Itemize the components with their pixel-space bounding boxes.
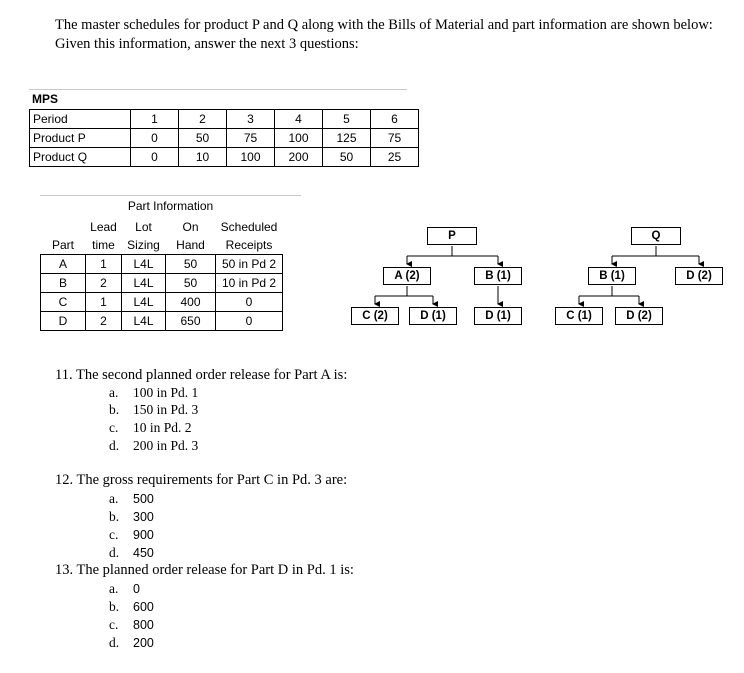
question-13 [55, 561, 354, 579]
part-info-header: Hand [176, 238, 205, 252]
bom-node-q-d: D (2) [675, 267, 723, 285]
part-info-header: Receipts [225, 238, 273, 252]
part-info-cell: L4L [122, 312, 166, 331]
part-info-cell: 1 [86, 293, 122, 312]
question-12-option-b: b. 300 [109, 509, 154, 524]
question-11-option-a: a. 100 in Pd. 1 [109, 385, 199, 400]
mps-table [29, 109, 419, 167]
part-info-row-a [41, 255, 283, 274]
part-info-cell: 0 [216, 312, 283, 331]
mps-cell: 2 [179, 110, 227, 129]
question-11-option-b: b. 150 in Pd. 3 [109, 402, 199, 417]
part-info-header: Part [51, 238, 74, 252]
part-info-cell: 1 [86, 255, 122, 274]
mps-row-header: Product Q [30, 148, 131, 167]
part-info-cell: C [41, 293, 86, 312]
question-12-option-a: a. 500 [109, 491, 154, 506]
part-info-cell: L4L [122, 293, 166, 312]
mps-cell: 50 [179, 129, 227, 148]
question-13-option-b: b. 600 [109, 599, 154, 614]
part-info-row-c [41, 293, 283, 312]
mps-cell: 6 [371, 110, 419, 129]
part-info-table [40, 218, 283, 331]
question-number: 12. [55, 472, 74, 488]
mps-row-header: Product P [30, 129, 131, 148]
mps-cell: 100 [275, 129, 323, 148]
part-info-row-b [41, 274, 283, 293]
part-info-cell: L4L [122, 255, 166, 274]
part-info-cell: 0 [216, 293, 283, 312]
part-info-cell: 10 in Pd 2 [216, 274, 283, 293]
part-info-row-d [41, 312, 283, 331]
mps-cell: 0 [131, 148, 179, 167]
mps-row-header: Period [30, 110, 131, 129]
part-info-cell: B [41, 274, 86, 293]
part-info-cell: 50 [166, 274, 216, 293]
question-11 [55, 366, 347, 384]
part-info-header: time [92, 238, 115, 252]
question-12 [55, 471, 347, 489]
bom-node-p-b-d: D (1) [474, 307, 522, 325]
mps-row-product-q [30, 148, 419, 167]
part-info-header: Sizing [127, 238, 160, 252]
bom-node-p-b: B (1) [474, 267, 522, 285]
intro-text: The master schedules for product P and Q along with the Bills of Material and part information are shown below: Given this information, answer the next 3 questions: [55, 17, 713, 52]
part-info-cell: 50 [166, 255, 216, 274]
question-13-option-a: a. 0 [109, 581, 140, 596]
mps-cell: 5 [323, 110, 371, 129]
mps-cell: 1 [131, 110, 179, 129]
mps-cell: 10 [179, 148, 227, 167]
part-info-header-row [41, 218, 283, 236]
question-13-option-d: d. 200 [109, 635, 154, 650]
question-text: The planned order release for Part D in Pd. 1 is: [76, 562, 354, 578]
part-info-header [41, 218, 86, 236]
mps-label: MPS [32, 92, 59, 106]
mps-cell: 0 [131, 129, 179, 148]
part-info-cell: A [41, 255, 86, 274]
part-info-cell: 50 in Pd 2 [216, 255, 283, 274]
bom-node-q-root: Q [631, 227, 681, 245]
mps-cell: 3 [227, 110, 275, 129]
question-12-option-d: d. 450 [109, 545, 154, 560]
question-11-option-d: d. 200 in Pd. 3 [109, 438, 199, 453]
part-info-header: Lead [90, 220, 117, 234]
mps-cell: 25 [371, 148, 419, 167]
mps-row-product-p [30, 129, 419, 148]
part-info-cell: L4L [122, 274, 166, 293]
mps-cell: 125 [323, 129, 371, 148]
bom-node-q-b-c: C (1) [555, 307, 603, 325]
part-info-header: Scheduled [220, 220, 278, 234]
question-13-option-c: c. 800 [109, 617, 154, 632]
bom-node-q-b-d: D (2) [615, 307, 663, 325]
question-text: The gross requirements for Part C in Pd. 3 are: [76, 472, 348, 488]
bom-node-p-a-d: D (1) [409, 307, 457, 325]
part-info-cell: 400 [166, 293, 216, 312]
part-info-header: On [182, 220, 199, 234]
part-info-header-row [41, 236, 283, 255]
part-info-cell: 650 [166, 312, 216, 331]
mps-cell: 4 [275, 110, 323, 129]
question-number: 13. [55, 562, 74, 578]
part-info-cell: 2 [86, 312, 122, 331]
part-info-cell: D [41, 312, 86, 331]
bom-node-p-root: P [427, 227, 477, 245]
mps-cell: 200 [275, 148, 323, 167]
question-text: The second planned order release for Part A is: [75, 367, 348, 383]
mps-cell: 75 [371, 129, 419, 148]
question-number: 11. [55, 367, 73, 383]
mps-cell: 75 [227, 129, 275, 148]
part-info-cell: 2 [86, 274, 122, 293]
question-12-option-c: c. 900 [109, 527, 154, 542]
part-info-header: Lot [135, 220, 152, 234]
bom-node-q-b: B (1) [588, 267, 636, 285]
mps-cell: 50 [323, 148, 371, 167]
part-info-title: Part Information [127, 199, 214, 213]
mps-row-period [30, 110, 419, 129]
bom-node-p-a: A (2) [383, 267, 431, 285]
mps-cell: 100 [227, 148, 275, 167]
question-11-option-c: c. 10 in Pd. 2 [109, 420, 192, 435]
bom-node-p-a-c: C (2) [351, 307, 399, 325]
